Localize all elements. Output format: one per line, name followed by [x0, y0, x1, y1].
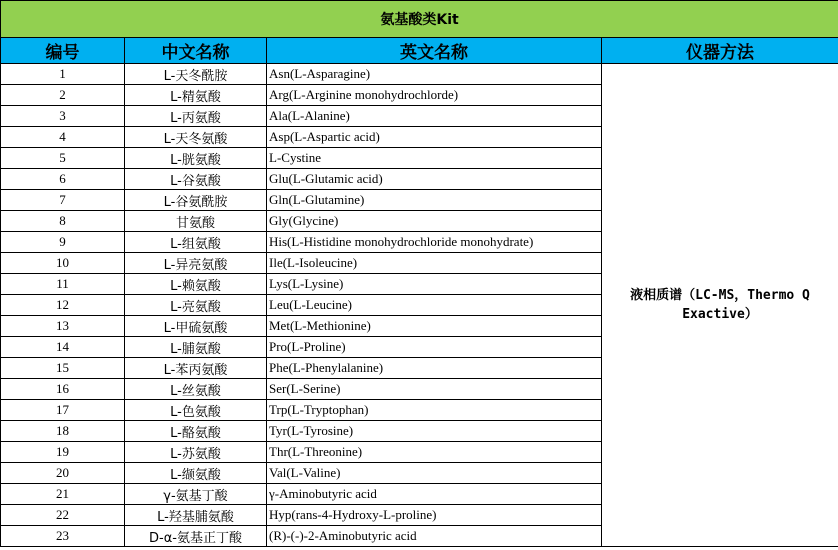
cell-chinese-name: 甘氨酸 [125, 211, 267, 232]
cell-english-name: Trp(L-Tryptophan) [267, 400, 602, 421]
cell-no: 7 [1, 190, 125, 211]
cell-instrument-method [602, 64, 838, 547]
cell-no: 5 [1, 148, 125, 169]
cell-chinese-name: L-缬氨酸 [125, 463, 267, 484]
method-detail: （LC-MS，Thermo Q Exactive） [682, 288, 810, 322]
cell-chinese-name: D-α-氨基正丁酸 [125, 526, 267, 547]
cell-chinese-name: L-精氨酸 [125, 85, 267, 106]
cell-english-name: Leu(L-Leucine) [267, 295, 602, 316]
cell-english-name: Arg(L-Arginine monohydrochlorde) [267, 85, 602, 106]
cell-english-name: Gly(Glycine) [267, 211, 602, 232]
cell-chinese-name: L-色氨酸 [125, 400, 267, 421]
cell-english-name: (R)-(-)-2-Aminobutyric acid [267, 526, 602, 547]
cell-chinese-name: L-丝氨酸 [125, 379, 267, 400]
cell-chinese-name: L-丙氨酸 [125, 106, 267, 127]
cell-chinese-name: γ-氨基丁酸 [125, 484, 267, 505]
cell-english-name: Asp(L-Aspartic acid) [267, 127, 602, 148]
cell-english-name: Glu(L-Glutamic acid) [267, 169, 602, 190]
cell-no: 6 [1, 169, 125, 190]
cell-english-name: Thr(L-Threonine) [267, 442, 602, 463]
cell-chinese-name: L-天冬酰胺 [125, 64, 267, 85]
cell-no: 9 [1, 232, 125, 253]
cell-english-name: Val(L-Valine) [267, 463, 602, 484]
cell-no: 22 [1, 505, 125, 526]
cell-chinese-name: L-脯氨酸 [125, 337, 267, 358]
cell-no: 12 [1, 295, 125, 316]
cell-english-name: Lys(L-Lysine) [267, 274, 602, 295]
cell-english-name: Pro(L-Proline) [267, 337, 602, 358]
cell-chinese-name: L-赖氨酸 [125, 274, 267, 295]
cell-chinese-name: L-亮氨酸 [125, 295, 267, 316]
header-instrument-method: 仪器方法 [602, 38, 838, 64]
cell-english-name: Hyp(rans-4-Hydroxy-L-proline) [267, 505, 602, 526]
cell-chinese-name: L-组氨酸 [125, 232, 267, 253]
method-name: 液相质谱 [630, 288, 683, 303]
cell-chinese-name: L-胱氨酸 [125, 148, 267, 169]
cell-no: 2 [1, 85, 125, 106]
title-row [1, 1, 838, 38]
table-row [1, 64, 838, 85]
cell-no: 20 [1, 463, 125, 484]
cell-chinese-name: L-苯丙氨酸 [125, 358, 267, 379]
cell-no: 19 [1, 442, 125, 463]
header-english-name: 英文名称 [267, 38, 602, 64]
cell-english-name: Ala(L-Alanine) [267, 106, 602, 127]
cell-english-name: Tyr(L-Tyrosine) [267, 421, 602, 442]
cell-chinese-name: L-谷氨酸 [125, 169, 267, 190]
cell-chinese-name: L-苏氨酸 [125, 442, 267, 463]
cell-chinese-name: L-甲硫氨酸 [125, 316, 267, 337]
cell-no: 13 [1, 316, 125, 337]
cell-no: 16 [1, 379, 125, 400]
cell-no: 3 [1, 106, 125, 127]
cell-chinese-name: L-谷氨酰胺 [125, 190, 267, 211]
cell-english-name: γ-Aminobutyric acid [267, 484, 602, 505]
cell-english-name: His(L-Histidine monohydrochloride monohydrate) [267, 232, 602, 253]
cell-chinese-name: L-羟基脯氨酸 [125, 505, 267, 526]
cell-no: 11 [1, 274, 125, 295]
cell-english-name: Met(L-Methionine) [267, 316, 602, 337]
cell-no: 14 [1, 337, 125, 358]
header-chinese-name: 中文名称 [125, 38, 267, 64]
cell-english-name: Ser(L-Serine) [267, 379, 602, 400]
cell-english-name: Ile(L-Isoleucine) [267, 253, 602, 274]
cell-english-name: Phe(L-Phenylalanine) [267, 358, 602, 379]
cell-no: 18 [1, 421, 125, 442]
header-no: 编号 [1, 38, 125, 64]
cell-english-name: Asn(L-Asparagine) [267, 64, 602, 85]
cell-no: 23 [1, 526, 125, 547]
table-title: 氨基酸类Kit [1, 1, 838, 38]
cell-chinese-name: L-酪氨酸 [125, 421, 267, 442]
cell-no: 21 [1, 484, 125, 505]
cell-no: 10 [1, 253, 125, 274]
cell-english-name: L-Cystine [267, 148, 602, 169]
cell-no: 1 [1, 64, 125, 85]
cell-chinese-name: L-异亮氨酸 [125, 253, 267, 274]
cell-no: 17 [1, 400, 125, 421]
cell-chinese-name: L-天冬氨酸 [125, 127, 267, 148]
cell-english-name: Gln(L-Glutamine) [267, 190, 602, 211]
cell-no: 15 [1, 358, 125, 379]
cell-no: 4 [1, 127, 125, 148]
cell-no: 8 [1, 211, 125, 232]
header-row [1, 38, 838, 64]
